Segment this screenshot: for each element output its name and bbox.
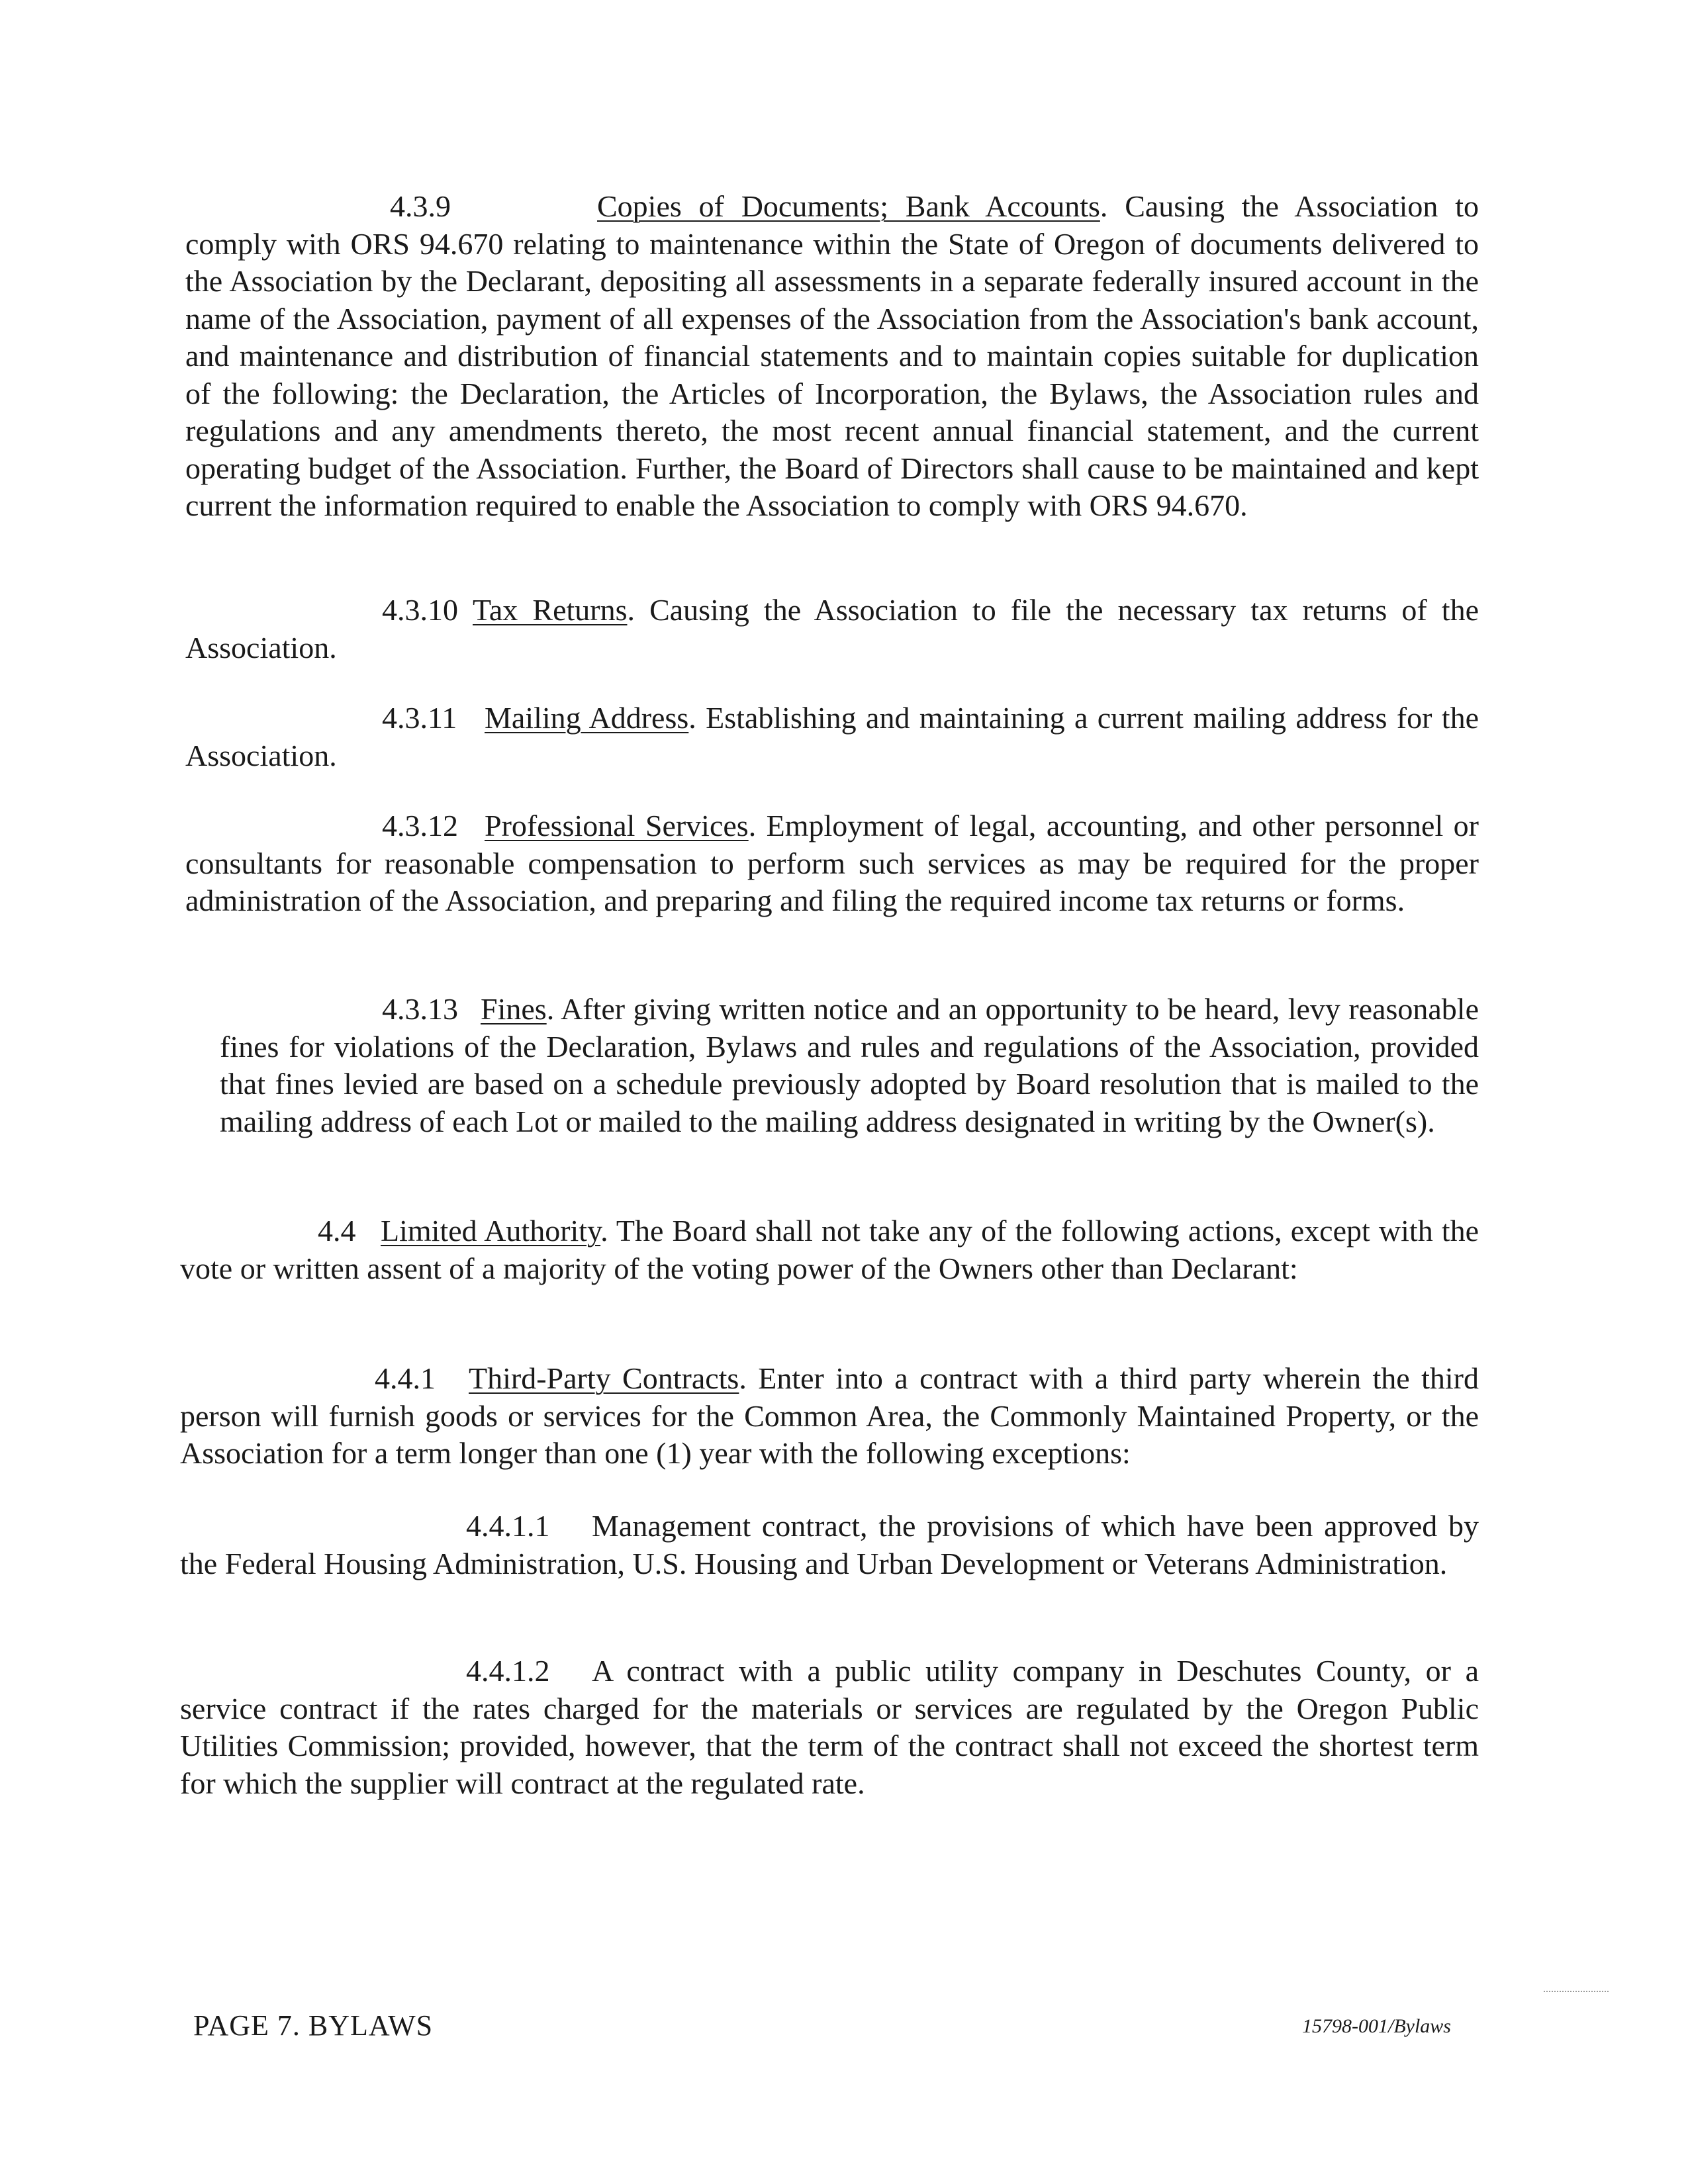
section-text: . Enter into a contract with a third party wherein the third person will furnish goods or services for the Common Area, the Commonly Maintained Property, or the Association for a term longer than one (1) year with the following exceptions: — [180, 1361, 1479, 1470]
section-text: . Causing the Association to comply with ORS 94.670 relating to maintenance within the State of Oregon of documents delivered to the Association by the Declarant, depositing all assessments in a separate federally insured account in the name of the Association, payment of all expenses of the Association from the Association's bank account, and maintenance and distribution of financial statements and to maintain copies suitable for duplication of the following: the Declaration, the Articles of Incorporation, the Bylaws, the Association rules and regulations and any amendments thereto, the most recent annual financial statement, and the current operating budget of the Association. Further, the Board of Directors shall cause to be maintained and kept current the information required to enable the Association to comply with ORS 94.670. — [185, 189, 1479, 522]
section-number: 4.3.12 — [382, 809, 458, 842]
section-text: Management contract, the provisions of which have been approved by the Federal Housing Administration, U.S. Housing and Urban Development or Veterans Administration. — [180, 1509, 1479, 1580]
section-number: 4.3.11 — [382, 701, 457, 735]
scan-artifact — [1544, 1991, 1609, 1994]
section-heading: Fines — [481, 992, 547, 1026]
section-text: . Employment of legal, accounting, and other personnel or consultants for reasonable compensation to perform such services as may be required for the proper administration of the Association, and preparing and filing the required income tax returns or forms. — [185, 809, 1479, 917]
paragraph-4-4-1-2 — [180, 1653, 1479, 1802]
section-number: 4.3.10 — [382, 593, 458, 627]
paragraph-4-3-10 — [185, 592, 1479, 666]
section-number: 4.4.1 — [375, 1361, 436, 1395]
paragraph-4-3-13 — [220, 991, 1479, 1140]
page-footer-label: PAGE 7. BYLAWS — [193, 2009, 434, 2042]
section-text: . Establishing and maintaining a current mailing address for the Association. — [185, 701, 1479, 772]
paragraph-4-4-1 — [180, 1360, 1479, 1473]
section-number: 4.4.1.1 — [466, 1509, 550, 1543]
section-number: 4.3.9 — [390, 189, 451, 223]
section-text: . After giving written notice and an opportunity to be heard, levy reasonable fines for violations of the Declaration, Bylaws and rules and regulations of the Association, provided that fines levied are based on a schedule previously adopted by Board resolution that is mailed to the mailing address of each Lot or mailed to the mailing address designated in writing by the Owner(s). — [220, 992, 1479, 1138]
paragraph-4-3-11 — [185, 700, 1479, 774]
section-heading: Tax Returns — [473, 593, 628, 627]
section-number: 4.4.1.2 — [466, 1654, 550, 1688]
section-text: A contract with a public utility company in Deschutes County, or a service contract if the rates charged for the materials or services are regulated by the Oregon Public Utilities Commission; provided, however, that the term of the contract shall not exceed the shortest term for which the supplier will contract at the regulated rate. — [180, 1654, 1479, 1800]
paragraph-4-4-1-1 — [180, 1508, 1479, 1582]
section-number: 4.4 — [318, 1214, 356, 1248]
section-heading: Limited Authority — [381, 1214, 601, 1248]
section-heading: Third-Party Contracts — [469, 1361, 739, 1395]
paragraph-4-3-9 — [185, 188, 1479, 525]
paragraph-4-3-12 — [185, 807, 1479, 920]
section-number: 4.3.13 — [382, 992, 458, 1026]
section-heading: Mailing Address — [485, 701, 689, 735]
section-heading: Professional Services — [485, 809, 749, 842]
section-text: . Causing the Association to file the necessary tax returns of the Association. — [185, 593, 1479, 664]
paragraph-4-4 — [180, 1212, 1479, 1287]
document-id: 15798-001/Bylaws — [1302, 2015, 1451, 2037]
section-text: . The Board shall not take any of the following actions, except with the vote or written assent of a majority of the voting power of the Owners other than Declarant: — [180, 1214, 1479, 1285]
section-heading: Copies of Documents; Bank Accounts — [597, 189, 1100, 223]
